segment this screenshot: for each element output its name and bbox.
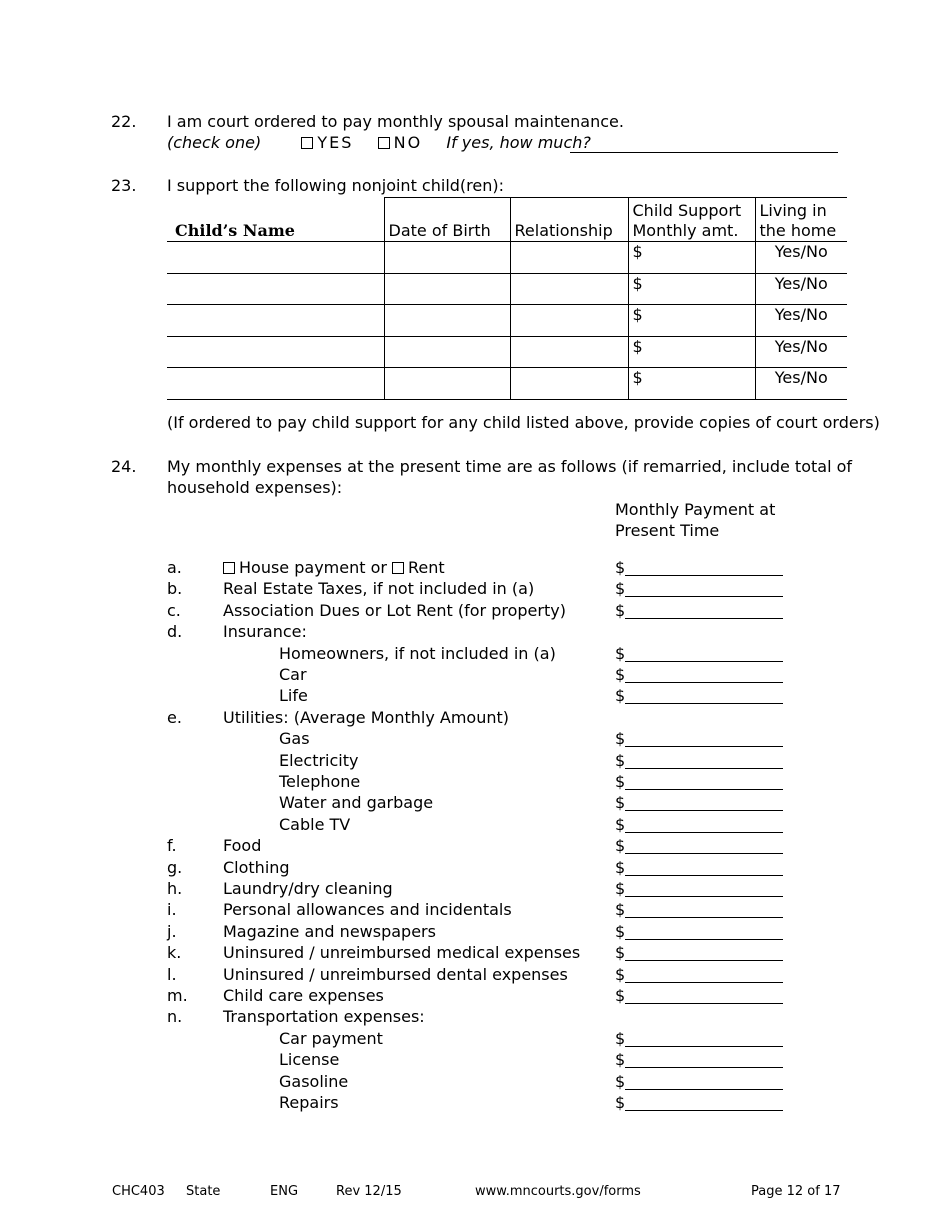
expense-letter: l. <box>167 964 177 984</box>
amount-underline[interactable] <box>625 939 783 940</box>
amount-underline[interactable] <box>625 618 783 619</box>
monthly-payment-header-line1: Monthly Payment at <box>615 500 776 519</box>
footer-revision: Rev 12/15 <box>336 1184 402 1199</box>
expense-label: Car payment <box>279 1028 383 1048</box>
amount-underline[interactable] <box>625 982 783 983</box>
living-yes-no-cell[interactable]: Yes/No <box>755 368 847 400</box>
amount-underline[interactable] <box>625 661 783 662</box>
table-row <box>167 368 847 400</box>
dob-cell[interactable] <box>384 336 510 368</box>
dob-cell[interactable] <box>384 242 510 274</box>
expense-amount-field[interactable] <box>615 664 625 685</box>
expense-amount-field[interactable] <box>615 1071 625 1092</box>
expense-label: Child care expenses <box>223 986 384 1005</box>
header-living-line2: the home <box>759 221 837 240</box>
expense-amount-field[interactable] <box>615 643 625 664</box>
child-name-cell[interactable] <box>167 368 384 400</box>
q24-number: 24. <box>111 457 137 476</box>
expense-label: Electricity <box>279 750 359 770</box>
yes-checkbox[interactable] <box>301 137 313 149</box>
rent-label: Rent <box>407 558 445 577</box>
house-payment-label: House payment or <box>239 558 387 577</box>
no-label: NO <box>393 133 423 152</box>
q22-text: I am court ordered to pay monthly spousal maintenance. <box>167 112 624 131</box>
expense-label: Gasoline <box>279 1071 349 1091</box>
footer-language: ENG <box>270 1184 299 1199</box>
expense-label: Telephone <box>279 772 361 791</box>
amount-underline[interactable] <box>625 1089 783 1090</box>
dollar-sign: $ <box>615 1071 626 1091</box>
expense-label: Personal allowances and incidentals <box>223 900 512 920</box>
living-yes-no-cell[interactable]: Yes/No <box>755 273 847 305</box>
support-amount-cell[interactable]: $ <box>628 273 755 305</box>
expense-label: Water and garbage <box>279 793 434 813</box>
expense-amount-field[interactable] <box>615 1049 625 1070</box>
dollar-sign: $ <box>615 1028 626 1048</box>
q22-options <box>167 133 591 153</box>
expense-label: Real Estate Taxes, if not included in (a) <box>223 579 535 599</box>
footer-state: State <box>186 1184 221 1199</box>
expense-label <box>223 557 445 578</box>
expense-amount-field[interactable] <box>615 985 625 1006</box>
expense-amount-field[interactable] <box>615 728 625 749</box>
child-name-cell[interactable] <box>167 305 384 337</box>
expense-label: License <box>279 1050 340 1070</box>
living-yes-no-cell[interactable]: Yes/No <box>755 242 847 274</box>
child-name-cell[interactable] <box>167 336 384 368</box>
dollar-sign: $ <box>615 857 626 877</box>
amount-underline[interactable] <box>625 1003 783 1004</box>
relationship-cell[interactable] <box>510 305 628 337</box>
header-child-support-line1: Child Support <box>632 201 742 220</box>
amount-underline[interactable] <box>625 746 783 747</box>
expense-label: Magazine and newspapers <box>223 921 436 941</box>
dollar-sign: $ <box>615 1093 626 1112</box>
expense-amount-field[interactable] <box>615 814 625 835</box>
expense-label: Uninsured / unreimbursed dental expenses <box>223 964 568 984</box>
house-payment-checkbox[interactable] <box>223 562 235 574</box>
table-row <box>167 273 847 305</box>
table-row <box>167 242 847 274</box>
expense-amount-field[interactable] <box>615 557 625 578</box>
support-amount-cell[interactable]: $ <box>628 368 755 400</box>
table-header-row <box>167 198 847 242</box>
expense-label: Association Dues or Lot Rent (for property) <box>223 600 566 620</box>
expense-letter: b. <box>167 579 183 599</box>
footer-url: www.mncourts.gov/forms <box>475 1184 641 1199</box>
expense-label: Gas <box>279 729 310 749</box>
expense-letter: c. <box>167 600 181 620</box>
dollar-sign: $ <box>615 964 626 984</box>
q23-number: 23. <box>111 176 137 195</box>
amount-underline[interactable] <box>625 896 783 897</box>
rent-checkbox[interactable] <box>392 562 404 574</box>
expense-letter: k. <box>167 943 182 963</box>
header-living-line1: Living in <box>759 201 827 220</box>
expense-label: Car <box>279 665 307 684</box>
expense-letter: g. <box>167 857 183 877</box>
table-row <box>167 336 847 368</box>
dollar-sign: $ <box>615 836 626 856</box>
relationship-cell[interactable] <box>510 336 628 368</box>
dollar-sign: $ <box>615 579 626 599</box>
no-checkbox[interactable] <box>378 137 390 149</box>
footer-form-code: CHC403 <box>112 1184 165 1199</box>
header-child-support <box>628 198 755 242</box>
dollar-sign: $ <box>615 729 626 749</box>
dob-cell[interactable] <box>384 368 510 400</box>
footer-page-number: Page 12 of 17 <box>751 1184 841 1199</box>
child-name-cell[interactable] <box>167 273 384 305</box>
monthly-payment-header-line2: Present Time <box>615 521 720 540</box>
amount-underline[interactable] <box>625 703 783 704</box>
q24-text-line1: My monthly expenses at the present time are as follows (if remarried, include total of <box>167 457 853 476</box>
dollar-sign: $ <box>615 986 626 1005</box>
support-amount-cell[interactable]: $ <box>628 336 755 368</box>
amount-underline[interactable] <box>625 1046 783 1047</box>
check-one-label: (check one) <box>167 133 262 152</box>
expense-amount-field[interactable] <box>615 1028 625 1049</box>
header-child-name: Child’s Name <box>167 198 384 242</box>
expense-amount-field[interactable] <box>615 771 625 792</box>
dollar-sign: $ <box>615 921 626 941</box>
dollar-sign: $ <box>615 643 626 663</box>
q23-text: I support the following nonjoint child(ren): <box>167 176 504 195</box>
amount-underline[interactable] <box>625 810 783 811</box>
dollar-sign: $ <box>615 600 626 620</box>
amount-underline[interactable] <box>625 768 783 769</box>
header-relationship: Relationship <box>510 198 628 242</box>
amount-underline[interactable] <box>625 960 783 961</box>
expense-amount-field[interactable] <box>615 899 625 920</box>
dollar-sign: $ <box>615 558 626 577</box>
amount-underline[interactable] <box>625 832 783 833</box>
expense-amount-field[interactable] <box>615 835 625 856</box>
if-yes-label: If yes, how much? <box>446 133 591 152</box>
expense-label: Insurance: <box>223 622 307 642</box>
amount-underline[interactable] <box>625 875 783 876</box>
amount-underline[interactable] <box>625 1067 783 1068</box>
expense-amount-field[interactable] <box>615 857 625 878</box>
relationship-cell[interactable] <box>510 242 628 274</box>
spousal-amount-field[interactable] <box>570 152 838 153</box>
amount-underline[interactable] <box>625 596 783 597</box>
relationship-cell[interactable] <box>510 273 628 305</box>
support-amount-cell[interactable]: $ <box>628 305 755 337</box>
dob-cell[interactable] <box>384 273 510 305</box>
expense-label: Life <box>279 686 308 706</box>
amount-underline[interactable] <box>625 1110 783 1111</box>
expense-letter: e. <box>167 707 182 727</box>
expense-letter: n. <box>167 1007 183 1027</box>
expense-label: Utilities: (Average Monthly Amount) <box>223 707 509 727</box>
expense-label: Cable TV <box>279 814 351 834</box>
expense-letter: h. <box>167 879 183 898</box>
expense-amount-field[interactable] <box>615 792 625 813</box>
amount-underline[interactable] <box>625 789 783 790</box>
living-yes-no-cell[interactable]: Yes/No <box>755 305 847 337</box>
expense-label: Transportation expenses: <box>223 1007 425 1027</box>
child-name-cell[interactable] <box>167 242 384 274</box>
expense-amount-field[interactable] <box>615 964 625 985</box>
expense-amount-field[interactable] <box>615 578 625 599</box>
nonjoint-children-table <box>167 197 847 400</box>
expense-label: Laundry/dry cleaning <box>223 879 393 898</box>
expense-amount-field[interactable] <box>615 942 625 963</box>
dollar-sign: $ <box>615 814 626 834</box>
expense-amount-field[interactable] <box>615 750 625 771</box>
yes-label: YES <box>317 133 354 152</box>
expense-letter: a. <box>167 558 182 577</box>
expense-amount-field[interactable] <box>615 878 625 899</box>
amount-underline[interactable] <box>625 917 783 918</box>
support-amount-cell[interactable]: $ <box>628 242 755 274</box>
living-yes-no-cell[interactable]: Yes/No <box>755 336 847 368</box>
expense-letter: f. <box>167 836 177 856</box>
dollar-sign: $ <box>615 686 626 706</box>
dollar-sign: $ <box>615 943 626 963</box>
table-row <box>167 305 847 337</box>
amount-underline[interactable] <box>625 682 783 683</box>
dob-cell[interactable] <box>384 305 510 337</box>
q22-number: 22. <box>111 112 137 131</box>
dollar-sign: $ <box>615 1050 626 1070</box>
dollar-sign: $ <box>615 665 626 684</box>
expense-label: Repairs <box>279 1093 339 1112</box>
relationship-cell[interactable] <box>510 368 628 400</box>
expense-label: Uninsured / unreimbursed medical expenses <box>223 943 581 963</box>
expense-label: Food <box>223 836 262 856</box>
q23-note: (If ordered to pay child support for any child listed above, provide copies of court orders) <box>167 413 880 432</box>
expense-amount-field[interactable] <box>615 1092 625 1113</box>
expense-letter: i. <box>167 900 177 920</box>
expense-letter: j. <box>167 921 177 941</box>
expense-label: Clothing <box>223 857 290 877</box>
q24-text-line2: household expenses): <box>167 478 343 497</box>
expense-letter: m. <box>167 986 188 1005</box>
expense-amount-field[interactable] <box>615 685 625 706</box>
dollar-sign: $ <box>615 900 626 920</box>
expense-amount-field[interactable] <box>615 600 625 621</box>
expense-label: Homeowners, if not included in (a) <box>279 643 556 663</box>
dollar-sign: $ <box>615 772 626 791</box>
dollar-sign: $ <box>615 750 626 770</box>
header-living-in-home <box>755 198 847 242</box>
expense-amount-field[interactable] <box>615 921 625 942</box>
amount-underline[interactable] <box>625 853 783 854</box>
dollar-sign: $ <box>615 879 626 898</box>
header-child-support-line2: Monthly amt. <box>632 221 739 240</box>
expense-letter: d. <box>167 622 183 642</box>
dollar-sign: $ <box>615 793 626 813</box>
amount-underline[interactable] <box>625 575 783 576</box>
header-date-of-birth: Date of Birth <box>384 198 510 242</box>
